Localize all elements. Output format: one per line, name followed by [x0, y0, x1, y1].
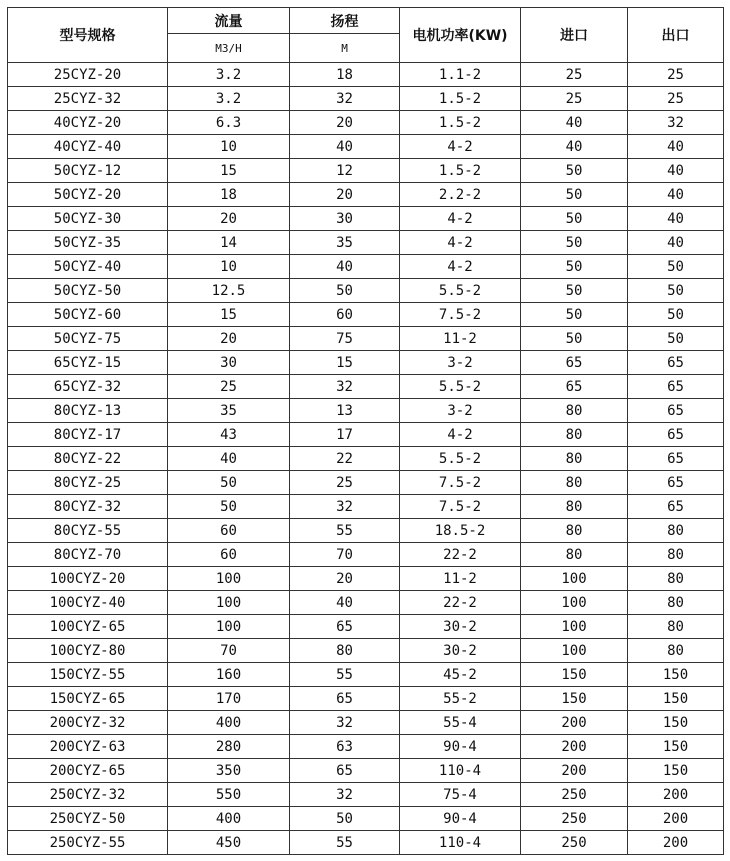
cell-model: 80CYZ-32: [8, 495, 168, 519]
cell-head: 55: [290, 663, 400, 687]
cell-head: 75: [290, 327, 400, 351]
cell-outlet: 40: [628, 159, 724, 183]
cell-flow: 100: [168, 615, 290, 639]
table-row: [8, 759, 724, 783]
cell-inlet: 80: [521, 471, 628, 495]
cell-outlet: 40: [628, 207, 724, 231]
table-row: [8, 135, 724, 159]
cell-head: 65: [290, 759, 400, 783]
cell-inlet: 150: [521, 663, 628, 687]
cell-head: 35: [290, 231, 400, 255]
cell-flow: 100: [168, 567, 290, 591]
table-row: [8, 207, 724, 231]
cell-power: 5.5-2: [400, 279, 521, 303]
table-row: [8, 615, 724, 639]
cell-power: 7.5-2: [400, 303, 521, 327]
cell-power: 55-2: [400, 687, 521, 711]
table-body: [8, 63, 724, 855]
cell-power: 5.5-2: [400, 447, 521, 471]
cell-outlet: 80: [628, 639, 724, 663]
cell-flow: 12.5: [168, 279, 290, 303]
header-head: 扬程: [290, 8, 400, 34]
cell-power: 45-2: [400, 663, 521, 687]
cell-power: 3-2: [400, 399, 521, 423]
cell-outlet: 80: [628, 591, 724, 615]
cell-power: 5.5-2: [400, 375, 521, 399]
cell-outlet: 65: [628, 423, 724, 447]
cell-outlet: 200: [628, 783, 724, 807]
cell-flow: 350: [168, 759, 290, 783]
header-flow: 流量: [168, 8, 290, 34]
cell-flow: 20: [168, 207, 290, 231]
table-row: [8, 495, 724, 519]
cell-power: 22-2: [400, 591, 521, 615]
cell-flow: 50: [168, 495, 290, 519]
cell-model: 100CYZ-40: [8, 591, 168, 615]
table-row: [8, 279, 724, 303]
cell-flow: 3.2: [168, 63, 290, 87]
cell-model: 50CYZ-12: [8, 159, 168, 183]
cell-outlet: 200: [628, 831, 724, 855]
table-row: [8, 687, 724, 711]
cell-inlet: 150: [521, 687, 628, 711]
table-row: [8, 471, 724, 495]
cell-flow: 30: [168, 351, 290, 375]
table-row: [8, 519, 724, 543]
cell-head: 65: [290, 615, 400, 639]
cell-power: 1.5-2: [400, 87, 521, 111]
cell-inlet: 65: [521, 351, 628, 375]
cell-model: 250CYZ-50: [8, 807, 168, 831]
cell-power: 4-2: [400, 135, 521, 159]
cell-flow: 10: [168, 255, 290, 279]
cell-head: 40: [290, 591, 400, 615]
table-row: [8, 255, 724, 279]
table-row: [8, 663, 724, 687]
table-row: [8, 375, 724, 399]
cell-outlet: 40: [628, 231, 724, 255]
cell-outlet: 65: [628, 351, 724, 375]
cell-outlet: 25: [628, 63, 724, 87]
cell-head: 70: [290, 543, 400, 567]
table-row: [8, 639, 724, 663]
cell-model: 50CYZ-75: [8, 327, 168, 351]
cell-inlet: 80: [521, 423, 628, 447]
cell-power: 11-2: [400, 567, 521, 591]
cell-power: 90-4: [400, 735, 521, 759]
cell-flow: 400: [168, 711, 290, 735]
cell-flow: 50: [168, 471, 290, 495]
cell-inlet: 250: [521, 807, 628, 831]
cell-outlet: 50: [628, 279, 724, 303]
cell-power: 75-4: [400, 783, 521, 807]
cell-power: 3-2: [400, 351, 521, 375]
cell-outlet: 80: [628, 519, 724, 543]
cell-head: 20: [290, 183, 400, 207]
cell-head: 25: [290, 471, 400, 495]
cell-inlet: 50: [521, 327, 628, 351]
cell-inlet: 80: [521, 447, 628, 471]
cell-inlet: 250: [521, 783, 628, 807]
cell-head: 50: [290, 279, 400, 303]
cell-power: 4-2: [400, 207, 521, 231]
table-row: [8, 183, 724, 207]
table-row: [8, 63, 724, 87]
cell-inlet: 50: [521, 303, 628, 327]
cell-flow: 170: [168, 687, 290, 711]
cell-inlet: 80: [521, 543, 628, 567]
cell-model: 25CYZ-20: [8, 63, 168, 87]
cell-flow: 550: [168, 783, 290, 807]
cell-model: 50CYZ-40: [8, 255, 168, 279]
table-row: [8, 807, 724, 831]
cell-head: 63: [290, 735, 400, 759]
cell-head: 40: [290, 135, 400, 159]
cell-outlet: 150: [628, 663, 724, 687]
cell-flow: 25: [168, 375, 290, 399]
cell-head: 32: [290, 495, 400, 519]
cell-head: 18: [290, 63, 400, 87]
cell-flow: 100: [168, 591, 290, 615]
table-header: [8, 8, 724, 63]
cell-head: 32: [290, 375, 400, 399]
cell-outlet: 65: [628, 399, 724, 423]
cell-outlet: 150: [628, 687, 724, 711]
cell-inlet: 80: [521, 519, 628, 543]
cell-inlet: 65: [521, 375, 628, 399]
cell-outlet: 80: [628, 543, 724, 567]
cell-model: 40CYZ-40: [8, 135, 168, 159]
cell-power: 110-4: [400, 759, 521, 783]
cell-outlet: 200: [628, 807, 724, 831]
cell-inlet: 25: [521, 87, 628, 111]
cell-outlet: 65: [628, 375, 724, 399]
cell-outlet: 40: [628, 183, 724, 207]
cell-inlet: 200: [521, 759, 628, 783]
cell-inlet: 40: [521, 111, 628, 135]
cell-model: 80CYZ-55: [8, 519, 168, 543]
cell-head: 55: [290, 519, 400, 543]
cell-flow: 400: [168, 807, 290, 831]
cell-head: 32: [290, 711, 400, 735]
cell-inlet: 100: [521, 567, 628, 591]
cell-model: 50CYZ-20: [8, 183, 168, 207]
cell-model: 200CYZ-65: [8, 759, 168, 783]
cell-inlet: 50: [521, 159, 628, 183]
cell-power: 7.5-2: [400, 495, 521, 519]
cell-power: 55-4: [400, 711, 521, 735]
cell-model: 250CYZ-32: [8, 783, 168, 807]
cell-outlet: 65: [628, 495, 724, 519]
cell-outlet: 80: [628, 567, 724, 591]
cell-model: 50CYZ-35: [8, 231, 168, 255]
cell-inlet: 40: [521, 135, 628, 159]
cell-flow: 160: [168, 663, 290, 687]
cell-power: 1.5-2: [400, 159, 521, 183]
cell-outlet: 40: [628, 135, 724, 159]
table-row: [8, 423, 724, 447]
cell-head: 65: [290, 687, 400, 711]
pump-spec-table: [7, 7, 724, 855]
cell-flow: 20: [168, 327, 290, 351]
cell-head: 12: [290, 159, 400, 183]
cell-model: 25CYZ-32: [8, 87, 168, 111]
cell-head: 17: [290, 423, 400, 447]
cell-power: 18.5-2: [400, 519, 521, 543]
cell-model: 65CYZ-32: [8, 375, 168, 399]
cell-model: 50CYZ-50: [8, 279, 168, 303]
cell-model: 65CYZ-15: [8, 351, 168, 375]
header-flow-unit: M3/H: [168, 34, 290, 63]
cell-flow: 43: [168, 423, 290, 447]
cell-outlet: 32: [628, 111, 724, 135]
cell-inlet: 250: [521, 831, 628, 855]
cell-flow: 10: [168, 135, 290, 159]
table-row: [8, 159, 724, 183]
cell-flow: 18: [168, 183, 290, 207]
cell-flow: 40: [168, 447, 290, 471]
header-outlet: 出口: [628, 8, 724, 63]
cell-model: 250CYZ-55: [8, 831, 168, 855]
cell-model: 100CYZ-80: [8, 639, 168, 663]
cell-flow: 15: [168, 303, 290, 327]
cell-power: 1.1-2: [400, 63, 521, 87]
cell-model: 200CYZ-63: [8, 735, 168, 759]
cell-power: 30-2: [400, 615, 521, 639]
table-row: [8, 447, 724, 471]
cell-power: 110-4: [400, 831, 521, 855]
cell-model: 80CYZ-13: [8, 399, 168, 423]
cell-flow: 3.2: [168, 87, 290, 111]
cell-outlet: 150: [628, 735, 724, 759]
cell-power: 30-2: [400, 639, 521, 663]
table-row: [8, 327, 724, 351]
table-row: [8, 87, 724, 111]
cell-inlet: 100: [521, 639, 628, 663]
cell-head: 20: [290, 567, 400, 591]
cell-inlet: 50: [521, 183, 628, 207]
cell-inlet: 25: [521, 63, 628, 87]
cell-inlet: 50: [521, 231, 628, 255]
header-head-unit: M: [290, 34, 400, 63]
cell-model: 80CYZ-25: [8, 471, 168, 495]
cell-model: 150CYZ-65: [8, 687, 168, 711]
cell-flow: 450: [168, 831, 290, 855]
table-row: [8, 831, 724, 855]
table-row: [8, 591, 724, 615]
cell-outlet: 25: [628, 87, 724, 111]
cell-model: 50CYZ-30: [8, 207, 168, 231]
header-model: 型号规格: [8, 8, 168, 63]
cell-flow: 35: [168, 399, 290, 423]
table-row: [8, 303, 724, 327]
table-row: [8, 735, 724, 759]
cell-outlet: 150: [628, 759, 724, 783]
cell-head: 55: [290, 831, 400, 855]
cell-inlet: 100: [521, 591, 628, 615]
cell-inlet: 80: [521, 399, 628, 423]
cell-power: 7.5-2: [400, 471, 521, 495]
cell-flow: 6.3: [168, 111, 290, 135]
table-row: [8, 231, 724, 255]
cell-model: 50CYZ-60: [8, 303, 168, 327]
cell-outlet: 50: [628, 327, 724, 351]
cell-head: 50: [290, 807, 400, 831]
header-inlet: 进口: [521, 8, 628, 63]
table-row: [8, 567, 724, 591]
cell-inlet: 80: [521, 495, 628, 519]
table-row: [8, 351, 724, 375]
cell-flow: 60: [168, 543, 290, 567]
cell-flow: 15: [168, 159, 290, 183]
table-row: [8, 711, 724, 735]
cell-head: 13: [290, 399, 400, 423]
cell-model: 80CYZ-17: [8, 423, 168, 447]
cell-power: 4-2: [400, 423, 521, 447]
cell-inlet: 200: [521, 735, 628, 759]
cell-model: 150CYZ-55: [8, 663, 168, 687]
cell-power: 11-2: [400, 327, 521, 351]
cell-inlet: 50: [521, 207, 628, 231]
cell-outlet: 50: [628, 303, 724, 327]
table-row: [8, 543, 724, 567]
cell-outlet: 65: [628, 447, 724, 471]
cell-inlet: 200: [521, 711, 628, 735]
cell-model: 200CYZ-32: [8, 711, 168, 735]
cell-model: 100CYZ-20: [8, 567, 168, 591]
cell-model: 80CYZ-70: [8, 543, 168, 567]
cell-inlet: 50: [521, 255, 628, 279]
cell-model: 40CYZ-20: [8, 111, 168, 135]
table-row: [8, 783, 724, 807]
cell-flow: 60: [168, 519, 290, 543]
cell-head: 60: [290, 303, 400, 327]
cell-head: 80: [290, 639, 400, 663]
cell-flow: 14: [168, 231, 290, 255]
cell-head: 15: [290, 351, 400, 375]
cell-head: 32: [290, 87, 400, 111]
cell-outlet: 80: [628, 615, 724, 639]
cell-head: 22: [290, 447, 400, 471]
cell-inlet: 50: [521, 279, 628, 303]
cell-power: 2.2-2: [400, 183, 521, 207]
cell-power: 4-2: [400, 255, 521, 279]
cell-outlet: 150: [628, 711, 724, 735]
cell-model: 80CYZ-22: [8, 447, 168, 471]
cell-head: 40: [290, 255, 400, 279]
table-row: [8, 111, 724, 135]
cell-power: 4-2: [400, 231, 521, 255]
cell-outlet: 65: [628, 471, 724, 495]
cell-flow: 280: [168, 735, 290, 759]
cell-flow: 70: [168, 639, 290, 663]
cell-head: 32: [290, 783, 400, 807]
cell-outlet: 50: [628, 255, 724, 279]
cell-inlet: 100: [521, 615, 628, 639]
cell-power: 90-4: [400, 807, 521, 831]
cell-model: 100CYZ-65: [8, 615, 168, 639]
cell-power: 22-2: [400, 543, 521, 567]
cell-power: 1.5-2: [400, 111, 521, 135]
cell-head: 20: [290, 111, 400, 135]
header-power: 电机功率(KW): [400, 8, 521, 63]
cell-head: 30: [290, 207, 400, 231]
table-row: [8, 399, 724, 423]
